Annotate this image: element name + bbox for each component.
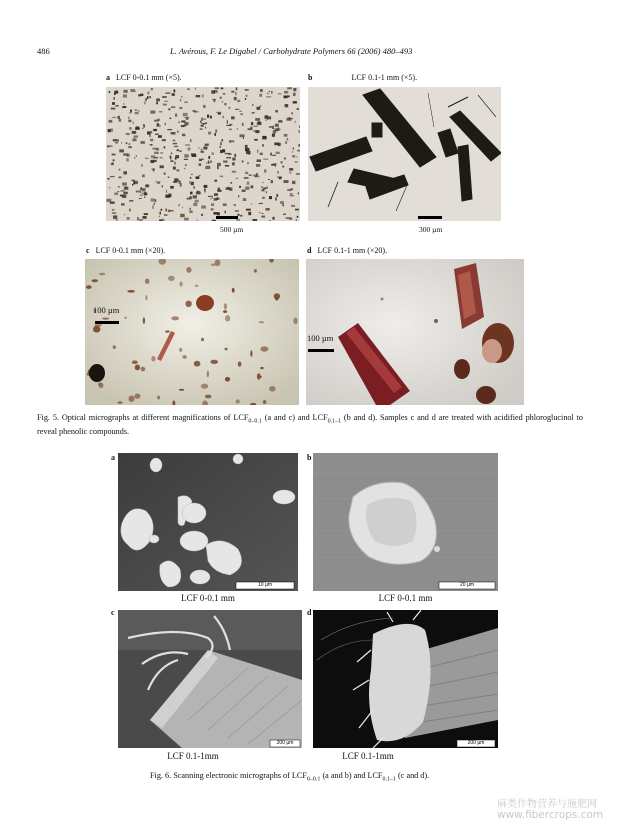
fig6-a-label: LCF 0-0.1 mm <box>181 593 235 603</box>
fig5-a-scale: 500 µm <box>220 225 244 234</box>
running-title: L. Avérous, F. Le Digabel / Carbohydrate Polymers 66 (2006) 480–493 <box>170 46 413 56</box>
fig6-sem-c <box>118 610 302 748</box>
watermark-line2: www.fibercrops.com <box>497 809 604 821</box>
fig5-c-scale: 100 µm <box>93 305 120 315</box>
fig5-panel-c-label: c LCF 0-0.1 mm (×20). <box>86 246 166 255</box>
fig6-c-scale: 200 µm <box>276 740 294 746</box>
fig6-panel-c-letter: c <box>111 608 115 617</box>
fig5-panel-b-label: b LCF 0.1-1 mm (×5). <box>308 73 418 82</box>
fig5-micrograph-c <box>85 259 299 405</box>
fig6-panel-b-letter: b <box>307 453 312 462</box>
fig6-b-label: LCF 0-0.1 mm <box>378 593 433 603</box>
fig5-panel-a-label: a LCF 0-0.1 mm (×5). <box>106 73 182 82</box>
fig6-panel-d-letter: d <box>307 608 312 617</box>
fig6-sem-a <box>118 453 298 591</box>
fig6-sem-d <box>313 610 498 748</box>
fig6-c-label: LCF 0.1-1mm <box>167 751 219 761</box>
fig6-d-label: LCF 0.1-1mm <box>342 751 394 761</box>
fig6-b-scale: 20 µm <box>460 582 474 588</box>
fig6-panel-a-letter: a <box>111 453 115 462</box>
fig5-micrograph-d <box>306 259 524 405</box>
fig5-d-scale: 100 µm <box>307 333 334 343</box>
fig6-sem-b <box>313 453 498 591</box>
fig5-caption: Fig. 5. Optical micrographs at different magnifications of $LCF_{0-0.1}$ (a and c) and $LCF_{0.1-1}$ (b and d). Samples c and d are treated with acidified phloroglucinol to reveal phenolic compounds. <box>37 413 583 437</box>
watermark-line1: 麻类作物营养与施肥网 <box>497 799 597 810</box>
fig6-d-scale: 200 µm <box>467 740 485 746</box>
fig6-caption: Fig. 6. Scanning electronic micrographs of $LCF_{0-0.1}$ (a and b) and $LCF_{0.1-1}$ (c and d). <box>150 771 430 783</box>
fig6-a-scale: 10 µm <box>258 582 272 588</box>
page-number: 486 <box>37 46 50 56</box>
fig5-panel-d-label: d LCF 0.1-1 mm (×20). <box>307 246 388 255</box>
fig5-micrograph-a <box>106 87 300 221</box>
fig5-b-scale: 300 µm <box>419 225 443 234</box>
fig5-micrograph-b <box>308 87 501 221</box>
